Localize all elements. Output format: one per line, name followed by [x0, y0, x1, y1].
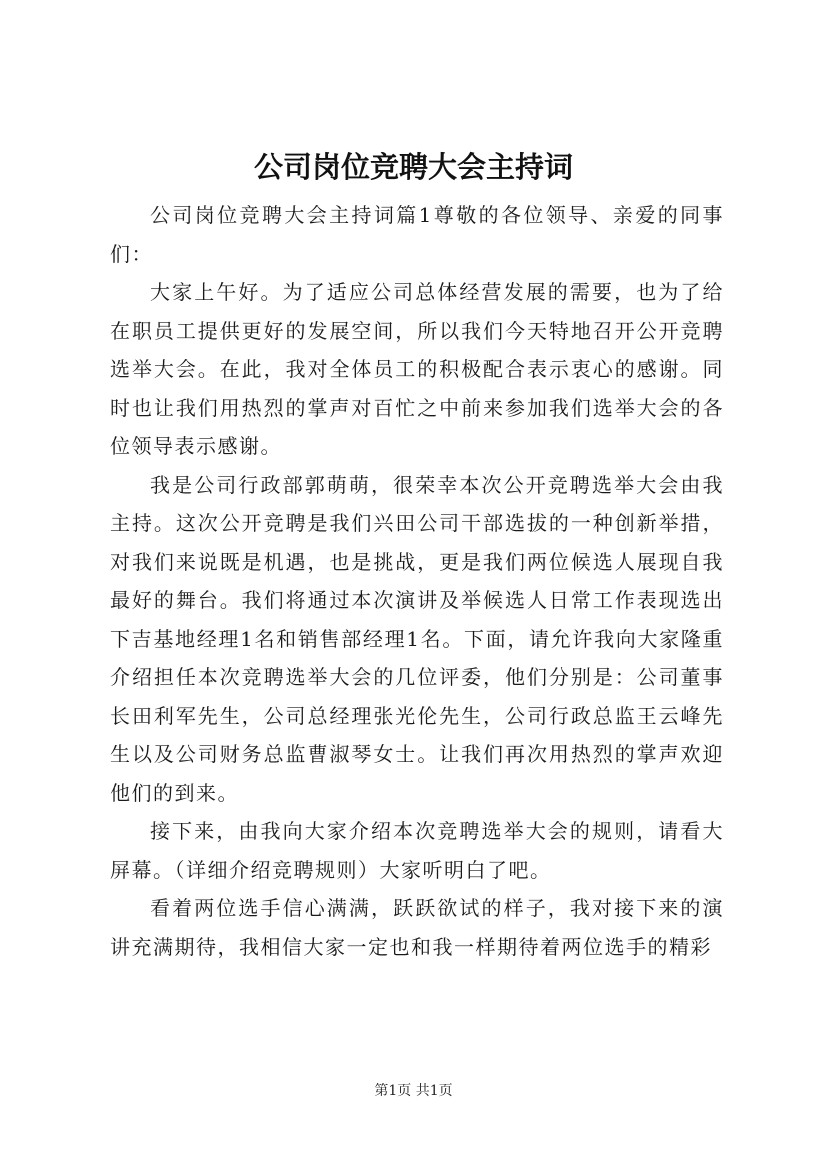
paragraph-expectation: 看着两位选手信心满满，跃跃欲试的样子，我对接下来的演讲充满期待，我相信大家一定也和我一样期待着两位选手的精彩 — [110, 896, 724, 959]
document-title: 公司岗位竞聘大会主持词 — [253, 150, 573, 184]
paragraph-host-introduction: 我是公司行政部郭萌萌，很荣幸本次公开竞聘选举大会由我主持。这次公开竞聘是我们兴田公司干部选拔的一种创新举措，对我们来说既是机遇，也是挑战，更是我们两位候选人展现自我最好的舞台。我们将通过本次演讲及举候选人日常工作表现选出下吉基地经理1名和销售部经理1名。下面，请允许我向大家隆重介绍担任本次竞聘选举大会的几位评委，他们分别是：公司董事长田利军先生，公司总经理张光伦先生，公司行政总监王云峰先生以及公司财务总监曹淑琴女士。让我们再次用热烈的掌声欢迎他们的到来。 — [110, 472, 724, 805]
paragraph-opening: 大家上午好。为了适应公司总体经营发展的需要，也为了给在职员工提供更好的发展空间，所以我们今天特地召开公开竞聘选举大会。在此，我对全体员工的积极配合表示衷心的感谢。同时也让我们用热烈的掌声对百忙之中前来参加我们选举大会的各位领导表示感谢。 — [110, 280, 724, 458]
page-footer: 第1页 共1页 — [374, 1083, 453, 1099]
paragraph-rules: 接下来，由我向大家介绍本次竞聘选举大会的规则，请看大屏幕。（详细介绍竞聘规则）大家听明白了吧。 — [110, 819, 724, 882]
paragraph-salutation: 公司岗位竞聘大会主持词篇1尊敬的各位领导、亲爱的同事们： — [110, 203, 724, 266]
document-body — [110, 196, 724, 966]
